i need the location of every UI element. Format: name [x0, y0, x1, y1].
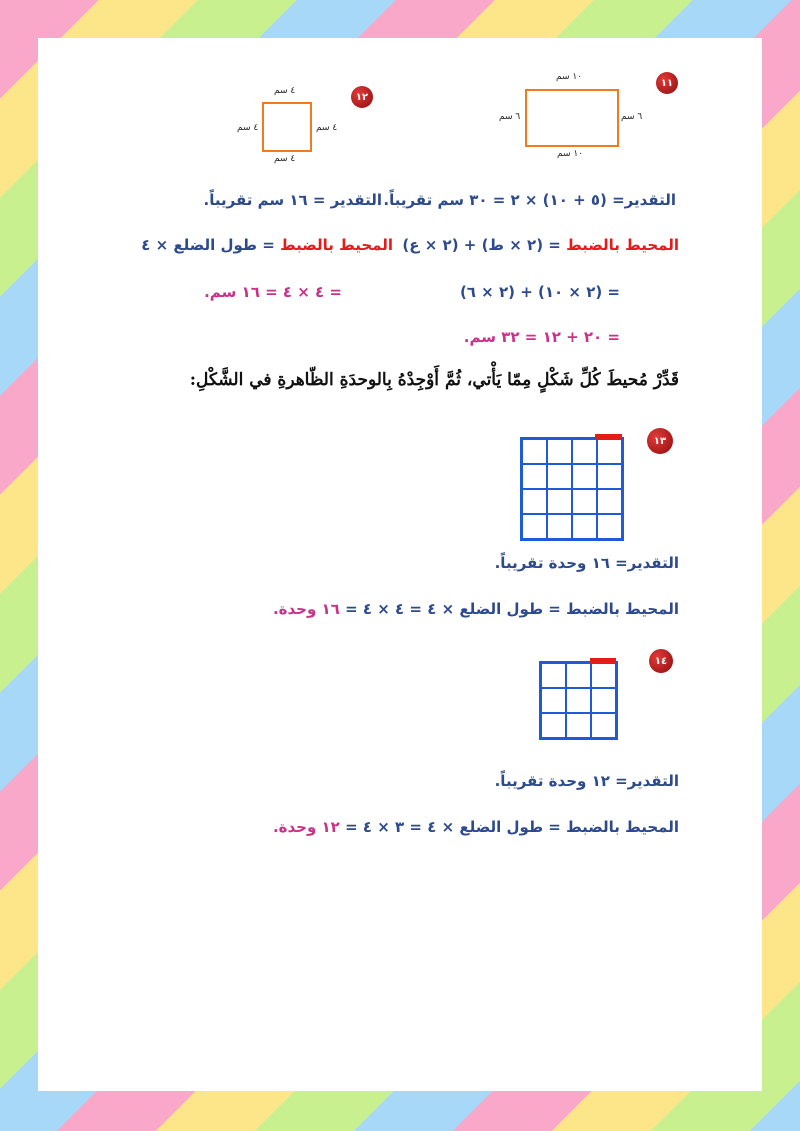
grid-cell — [565, 712, 592, 739]
grid-cell — [571, 463, 598, 490]
grid-cell — [540, 687, 567, 714]
problem-12-exact-label: المحيط بالضبط — [280, 236, 393, 254]
grid-cell — [565, 662, 592, 689]
problem-14-estimate: التقدير= ١٢ وحدة تقريباً. — [494, 772, 679, 790]
problem-11-estimate: التقدير= (٥ + ١٠) × ٢ = ٣٠ سم تقريباً. — [383, 191, 676, 209]
problem-13-estimate: التقدير= ١٦ وحدة تقريباً. — [494, 554, 679, 572]
problem-11-number: ١١ — [660, 77, 674, 89]
problem-13-exact-prefix: المحيط بالضبط = طول الضلع × ٤ = ٤ × ٤ = — [339, 600, 679, 618]
problem-11-exact-label: المحيط بالضبط — [566, 236, 679, 254]
problem-14-unit-marker — [590, 658, 616, 663]
rectangle-shape — [525, 89, 619, 147]
grid-cell — [596, 488, 623, 515]
problem-13-number: ١٣ — [653, 435, 667, 447]
problem-13-grid — [520, 437, 624, 541]
grid-cell — [571, 513, 598, 540]
square-right-label: ٤ سم — [316, 123, 338, 133]
rect-right-label: ٦ سم — [621, 112, 643, 122]
grid-cell — [521, 463, 548, 490]
grid-cell — [540, 712, 567, 739]
grid-cell — [596, 463, 623, 490]
problem-13-exact — [273, 600, 679, 618]
problem-13-badge — [647, 428, 673, 454]
problem-12-exact — [141, 236, 393, 254]
grid-cell — [596, 438, 623, 465]
grid-cell — [571, 438, 598, 465]
grid-cell — [565, 687, 592, 714]
rect-left-label: ٦ سم — [499, 112, 521, 122]
grid-cell — [521, 488, 548, 515]
problem-12-number: ١٢ — [355, 91, 369, 103]
square-shape — [262, 102, 312, 152]
grid-cell — [590, 687, 617, 714]
problem-13-unit-marker — [595, 434, 622, 439]
grid-cell — [546, 438, 573, 465]
worksheet-page — [38, 38, 762, 1091]
square-bottom-label: ٤ سم — [274, 154, 296, 164]
rect-top-label: ١٠ سم — [556, 72, 583, 82]
problem-14-exact-result: ١٢ وحدة. — [272, 818, 340, 836]
rect-bottom-label: ١٠ سم — [557, 149, 584, 159]
problem-11-badge — [656, 72, 678, 94]
problem-14-exact — [273, 818, 679, 836]
square-top-label: ٤ سم — [274, 86, 296, 96]
problem-13-exact-result: ١٦ وحدة. — [272, 600, 340, 618]
grid-cell — [521, 438, 548, 465]
grid-cell — [540, 662, 567, 689]
problem-12-estimate: التقدير = ١٦ سم تقريباً. — [203, 191, 382, 209]
grid-cell — [546, 488, 573, 515]
grid-cell — [546, 513, 573, 540]
problem-14-badge — [649, 649, 673, 673]
problem-14-grid — [539, 661, 618, 740]
grid-cell — [546, 463, 573, 490]
grid-cell — [521, 513, 548, 540]
problem-12-exact-expr: = طول الضلع × ٤ — [141, 236, 275, 254]
problem-12-badge — [351, 86, 373, 108]
instruction-text: قَدِّرْ مُحيطَ كُلِّ شَكْلٍ مِمّا يَأْتي، ثُمَّ أَوْجِدْهُ بِالوحدَةِ الظّاهرةِ في الشَّكْلِ: — [189, 370, 679, 390]
grid-cell — [571, 488, 598, 515]
problem-14-exact-prefix: المحيط بالضبط = طول الضلع × ٤ = ٣ × ٤ = — [339, 818, 679, 836]
problem-11-exact-expr: = (٢ × ط) + (٢ × ع) — [402, 236, 561, 254]
problem-11-exact — [402, 236, 679, 254]
grid-cell — [596, 513, 623, 540]
grid-cell — [590, 712, 617, 739]
problem-11-step2: = ٢٠ + ١٢ = ٣٢ سم. — [463, 328, 620, 346]
problem-12-step1: = ٤ × ٤ = ١٦ سم. — [204, 283, 342, 301]
problem-11-step1: = (٢ × ١٠) + (٢ × ٦) — [459, 283, 620, 301]
problem-14-number: ١٤ — [654, 655, 668, 667]
square-left-label: ٤ سم — [237, 123, 259, 133]
grid-cell — [590, 662, 617, 689]
